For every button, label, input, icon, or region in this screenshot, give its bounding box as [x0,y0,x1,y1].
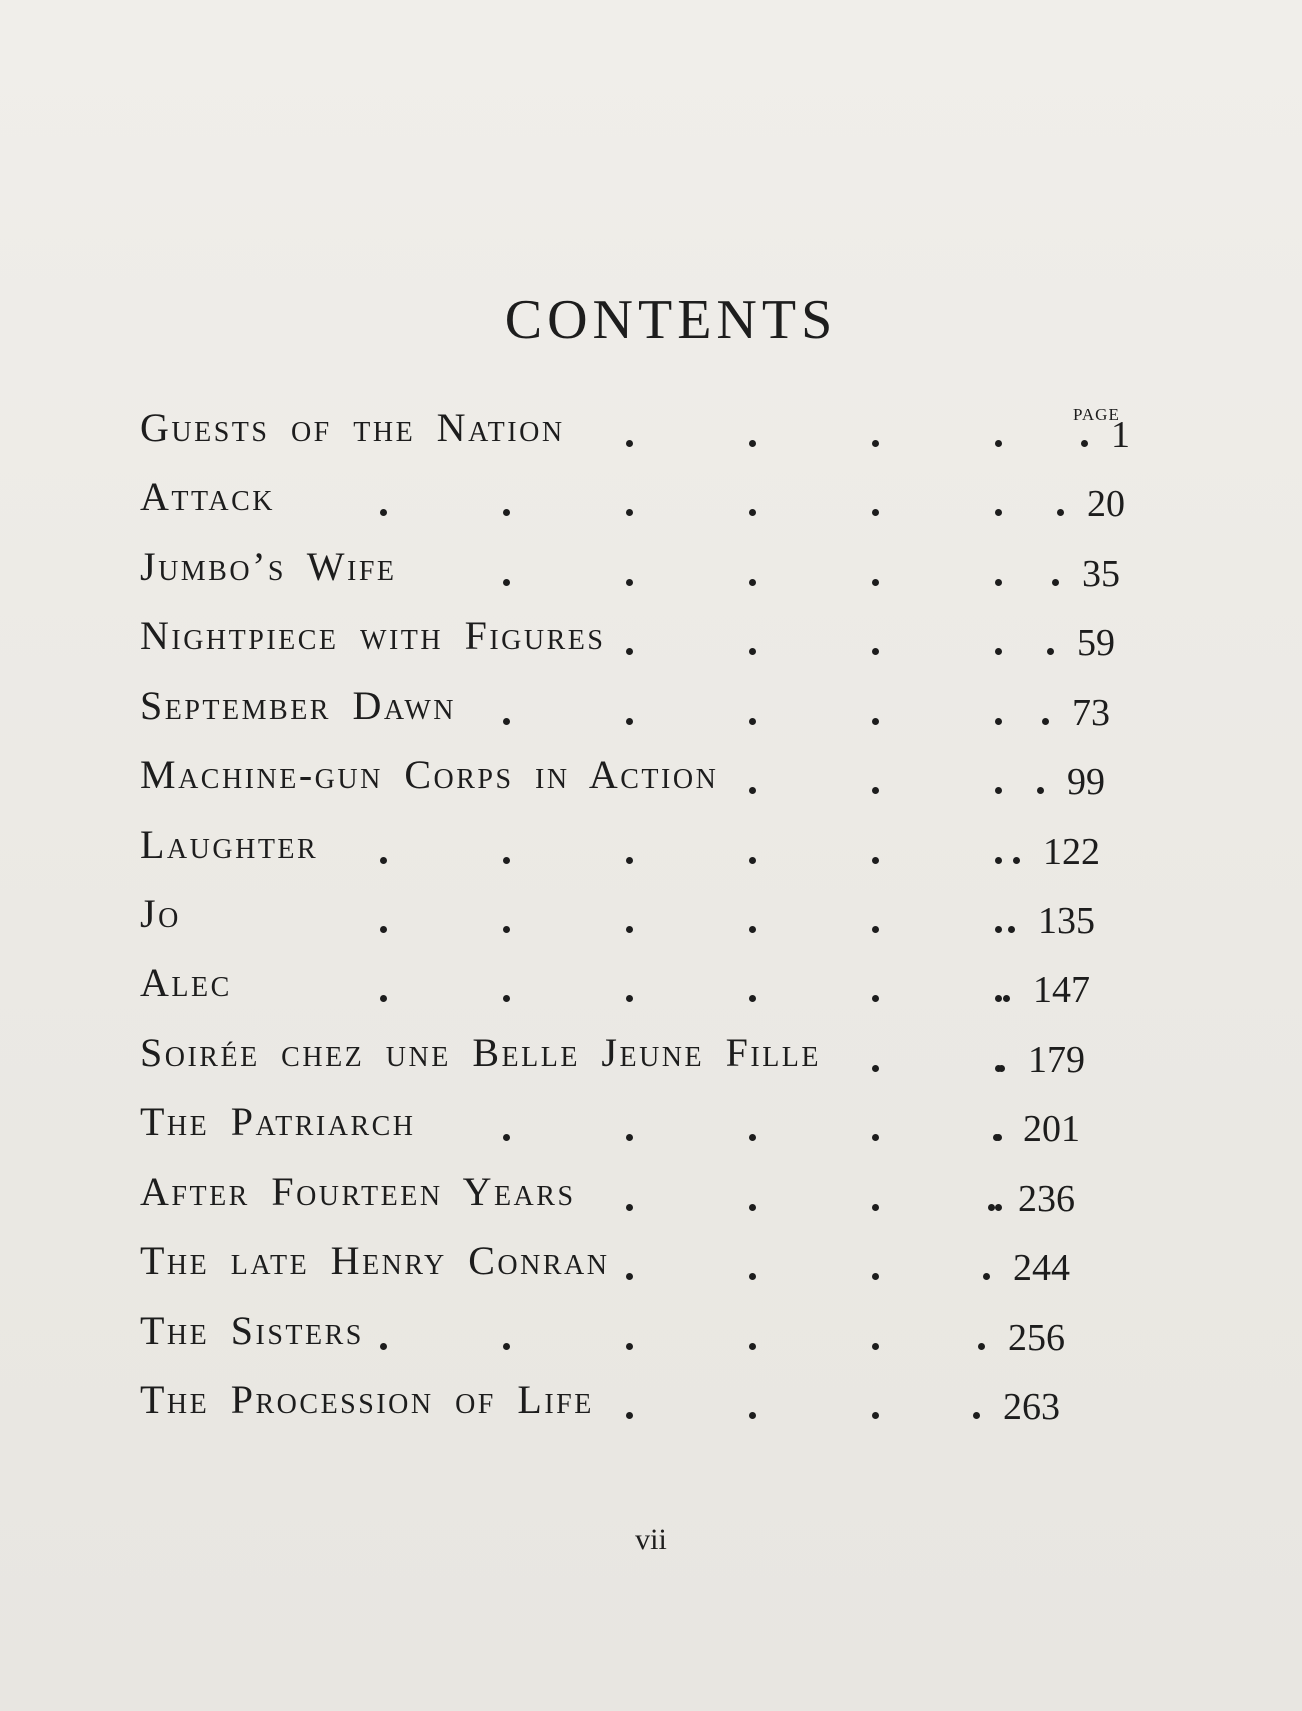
toc-entry [140,1030,1130,1083]
leader-dot [872,1204,879,1211]
leader-dot [749,440,756,447]
toc-entry-page: 236 [1018,1178,1075,1220]
toc-entry-page: 244 [1013,1247,1070,1289]
leader-dot [503,995,510,1002]
leader-dot [872,509,879,516]
leader-dot [872,1343,879,1350]
leader-dot [995,718,1002,725]
page-title: CONTENTS [504,289,838,351]
leader-dot [1081,440,1088,447]
leader-dot [503,926,510,933]
leader-dot [995,509,1002,516]
leader-dot [380,926,387,933]
toc-entry-page: 35 [1082,553,1120,595]
toc-entry-title: September Dawn [140,683,456,728]
toc-entry [140,1099,1130,1152]
toc-entry [140,474,1130,527]
leader-dot [872,857,879,864]
leader-dot [872,579,879,586]
leader-dot [1003,995,1010,1002]
toc-entry-title: The late Henry Conran [140,1238,610,1283]
toc-entry-page: 59 [1077,622,1115,664]
leader-dot [503,1134,510,1141]
toc-entry [140,1238,1130,1291]
leader-dot [998,1065,1005,1072]
leader-dot [872,648,879,655]
leader-dot [626,1412,633,1419]
leader-dot [626,1273,633,1280]
leader-dot [872,1134,879,1141]
toc-entry-title: Guests of the Nation [140,405,565,450]
toc-entry-page: 263 [1003,1386,1060,1428]
leader-dot [749,648,756,655]
leader-dot [988,1204,995,1211]
toc-entry-title: Attack [140,474,275,519]
leader-dot [872,787,879,794]
toc-entry [140,544,1130,597]
leader-dot [749,1134,756,1141]
leader-dot [380,857,387,864]
leader-dot [626,1134,633,1141]
leader-dot [626,1343,633,1350]
leader-dot [626,648,633,655]
toc-entry-page: 179 [1028,1039,1085,1081]
toc-entry-title: Machine-gun Corps in Action [140,752,719,797]
leader-dot [1042,718,1049,725]
leader-dot [503,718,510,725]
leader-dot [749,1412,756,1419]
leader-dot [995,995,1002,1002]
leader-dot [1037,787,1044,794]
leader-dot [872,995,879,1002]
toc-entry-page: 135 [1038,900,1095,942]
leader-dot [749,857,756,864]
toc-entry-page: 147 [1033,969,1090,1011]
leader-dot [872,1273,879,1280]
leader-dot [749,509,756,516]
leader-dot [983,1273,990,1280]
leader-dot [995,1204,1002,1211]
toc-entry [140,822,1130,875]
leader-dot [626,995,633,1002]
leader-dot [978,1343,985,1350]
leader-dot [626,509,633,516]
toc-entry [140,752,1130,805]
leader-dot [626,1204,633,1211]
toc-entry-title: Nightpiece with Figures [140,613,606,658]
page-column-label: PAGE [1073,405,1120,424]
toc-entry-page: 201 [1023,1108,1080,1150]
leader-dot [995,857,1002,864]
toc-entry-page: 99 [1067,761,1105,803]
leader-dot [749,579,756,586]
toc-entry-page: 20 [1087,483,1125,525]
leader-dot [749,1273,756,1280]
toc-entry [140,1377,1130,1430]
leader-dot [1008,926,1015,933]
page-number-folio: vii [635,1523,667,1556]
leader-dot [503,857,510,864]
leader-dot [1013,857,1020,864]
leader-dot [872,440,879,447]
leader-dot [380,1343,387,1350]
leader-dot [626,857,633,864]
toc-entry [140,1169,1130,1222]
toc-entry [140,960,1130,1013]
toc-entry-title: Soirée chez une Belle Jeune Fille [140,1030,822,1075]
leader-dot [995,648,1002,655]
leader-dot [995,926,1002,933]
leader-dot [626,718,633,725]
toc-entry-title: The Procession of Life [140,1377,594,1422]
toc-entry [140,1308,1130,1361]
leader-dot [626,579,633,586]
leader-dot [749,926,756,933]
leader-dot [995,440,1002,447]
leader-dot [749,1204,756,1211]
leader-dot [995,787,1002,794]
leader-dot [503,1343,510,1350]
toc-entry-title: The Patriarch [140,1099,416,1144]
toc-entry [140,613,1130,666]
toc-entry-title: Alec [140,960,232,1005]
toc-entry [140,683,1130,736]
toc-entry-title: Jo [140,891,181,936]
toc-entry [140,405,1130,458]
leader-dot [973,1412,980,1419]
leader-dot [749,718,756,725]
toc-entry-title: After Fourteen Years [140,1169,576,1214]
toc-entry-title: The Sisters [140,1308,364,1353]
leader-dot [995,579,1002,586]
leader-dot [626,926,633,933]
leader-dot [503,509,510,516]
toc-entry-title: Laughter [140,822,319,867]
toc-entry-page: 73 [1072,692,1110,734]
leader-dot [872,1412,879,1419]
leader-dot [872,718,879,725]
leader-dot [1057,509,1064,516]
toc-entry-page: 122 [1043,831,1100,873]
leader-dot [380,509,387,516]
toc-entry-page: 1 [1111,414,1130,456]
leader-dot [380,995,387,1002]
leader-dot [626,440,633,447]
leader-dot [872,926,879,933]
leader-dot [993,1134,1000,1141]
toc-entry [140,891,1130,944]
toc-entry-title: Jumbo’s Wife [140,544,397,589]
leader-dot [872,1065,879,1072]
leader-dot [1052,579,1059,586]
leader-dot [1047,648,1054,655]
leader-dot [749,1343,756,1350]
leader-dot [749,787,756,794]
toc-entry-page: 256 [1008,1317,1065,1359]
leader-dot [749,995,756,1002]
leader-dot [503,579,510,586]
